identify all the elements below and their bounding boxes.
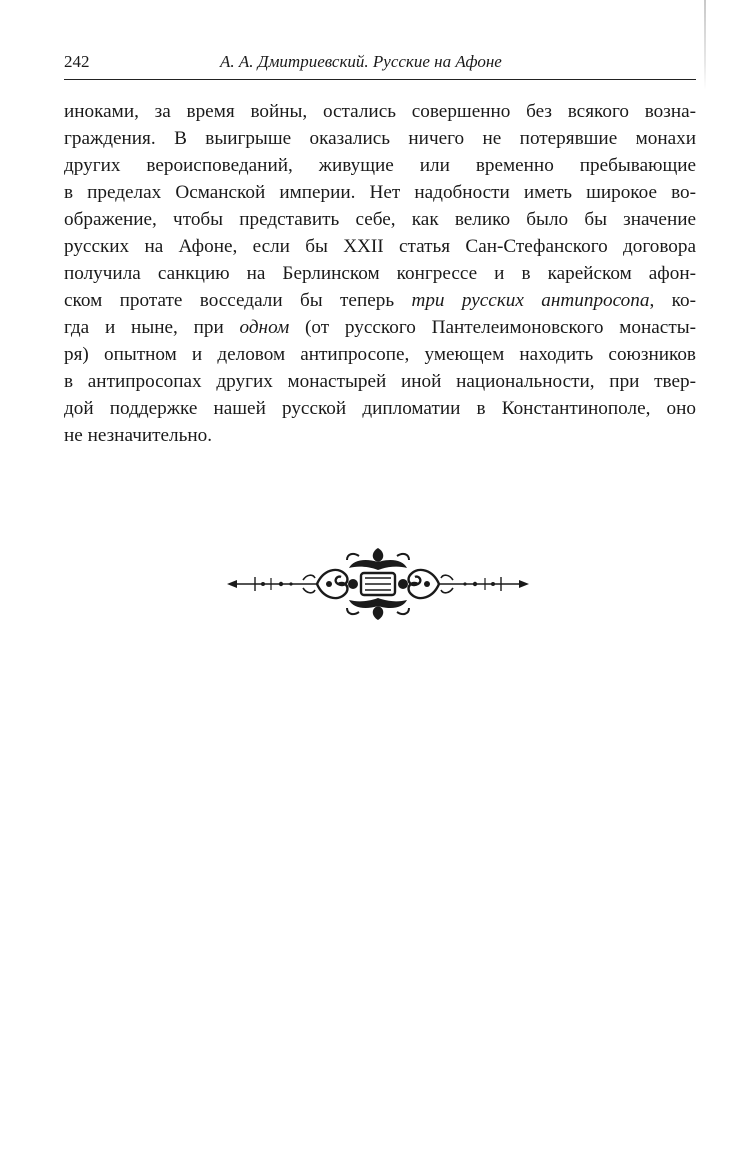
running-head	[64, 52, 696, 78]
text-line: русских на Афоне, если бы XXII статья Сан-Стефанского договора	[64, 236, 696, 257]
page-edge-shadow	[704, 0, 706, 90]
text-line	[64, 314, 696, 341]
text-line: не незначительно.	[64, 425, 213, 446]
italic-phrase: одном	[239, 317, 290, 338]
text-segment: гда и ныне, при	[64, 317, 224, 338]
text-segment: , ко-	[649, 290, 696, 311]
page-number: 242	[64, 52, 90, 71]
text-line: в антипросопах других монастырей иной национальности, при твер-	[64, 371, 696, 392]
italic-phrase: три русских антипросопа	[411, 290, 650, 311]
text-line: граждения. В выигрыше оказались ничего не потерявшие монахи	[64, 128, 696, 149]
body-text	[64, 98, 696, 449]
text-line: ображение, чтобы представить себе, как велико было бы значение	[64, 209, 696, 230]
text-line: в пределах Османской империи. Нет надобности иметь широкое во-	[64, 182, 696, 203]
text-line: получила санкцию на Берлинском конгрессе и в карейском афон-	[64, 263, 696, 284]
text-segment: ском протате восседали бы теперь	[64, 290, 395, 311]
header-rule	[64, 79, 696, 80]
text-line: дой поддержке нашей русской дипломатии в Константинополе, оно	[64, 398, 696, 419]
text-segment: (от русского Пантелеимоновского монасты-	[305, 317, 696, 338]
text-line: ря) опытном и деловом антипросопе, умеющем находить союзников	[64, 344, 696, 365]
decorative-vignette-icon	[225, 544, 531, 624]
text-line: других вероисповеданий, живущие или временно пребывающие	[64, 155, 696, 176]
text-line	[64, 287, 696, 314]
text-line: иноками, за время войны, остались совершенно без всякого возна-	[64, 101, 696, 122]
running-title: А. А. Дмитриевский. Русские на Афоне	[220, 52, 502, 71]
